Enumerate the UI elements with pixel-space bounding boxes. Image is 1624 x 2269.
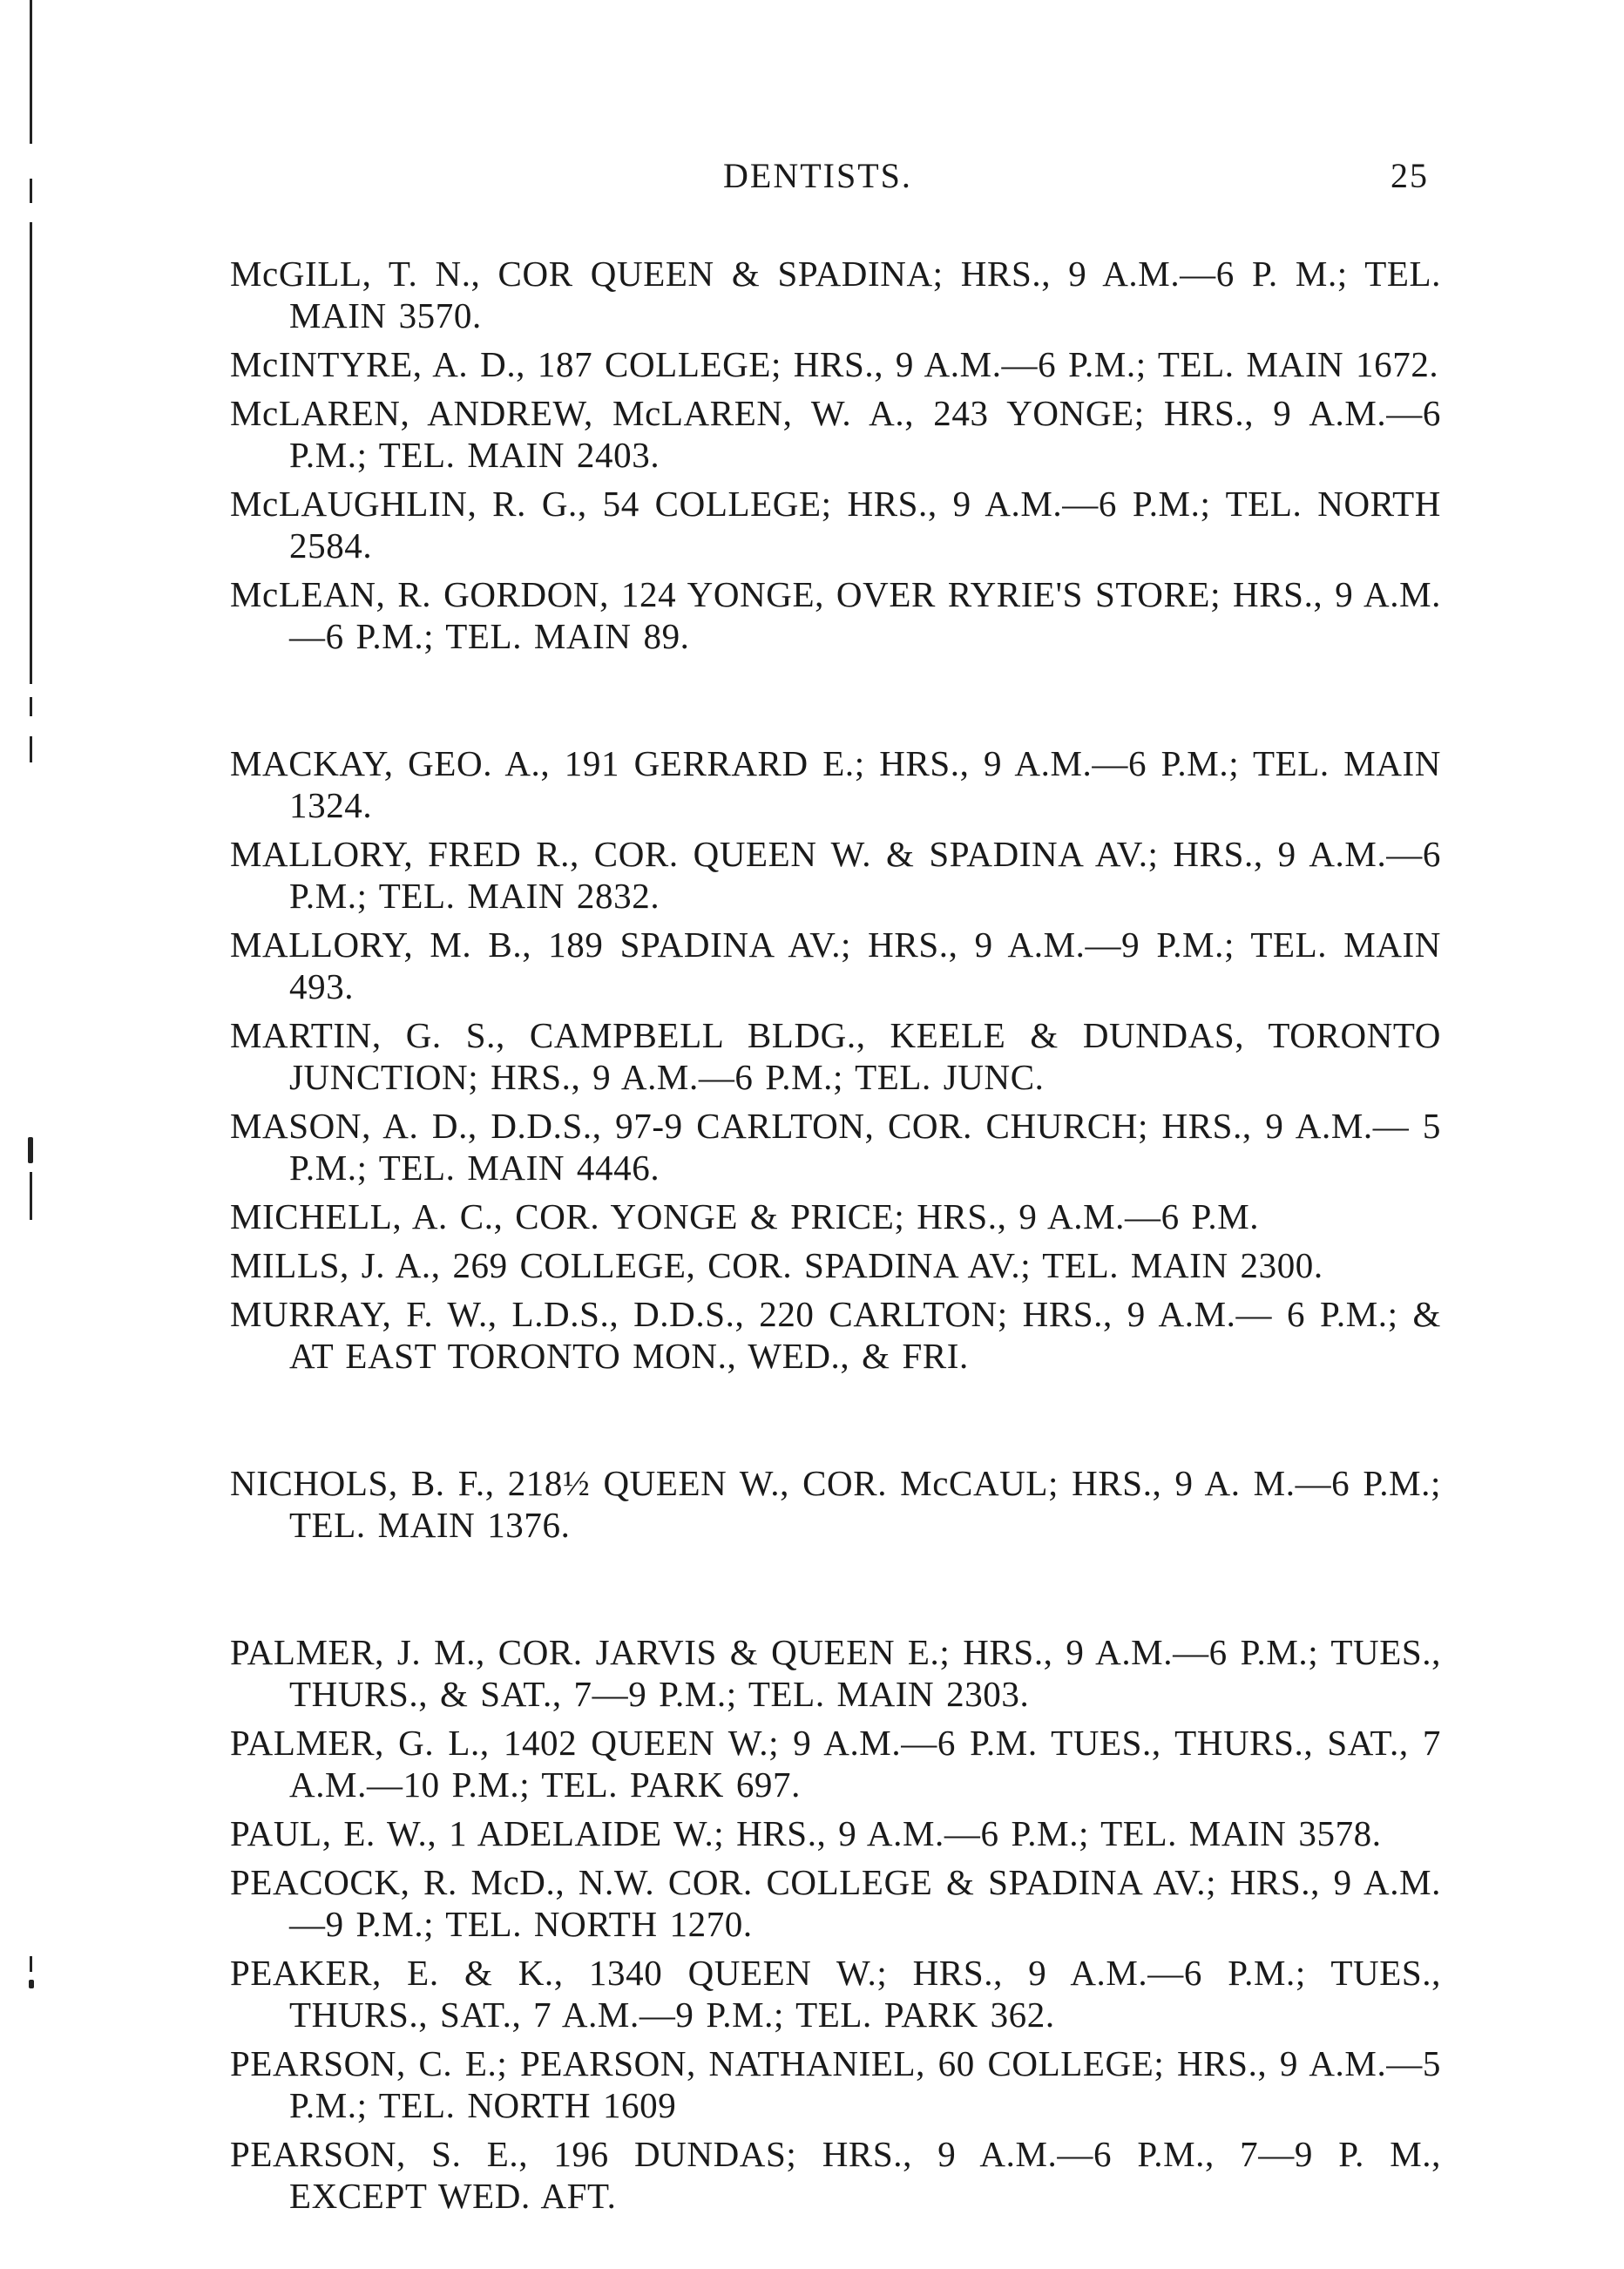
listing-entry: PALMER, G. L., 1402 QUEEN W.; 9 A.M.—6 P.M. TUES., THURS., SAT., 7 A.M.—10 P.M.; TEL. PARK 697.	[230, 1723, 1441, 1805]
listing-entry: McGILL, T. N., COR QUEEN & SPADINA; HRS., 9 A.M.—6 P. M.; TEL. MAIN 3570.	[230, 254, 1441, 335]
listing-group-m	[230, 742, 1441, 1377]
listing-entry: PAUL, E. W., 1 ADELAIDE W.; HRS., 9 A.M.—6 P.M.; TEL. MAIN 3578.	[230, 1813, 1382, 1853]
listing-entry: PEACOCK, R. McD., N.W. COR. COLLEGE & SPADINA AV.; HRS., 9 A.M.—9 P.M.; TEL. NORTH 1270.	[230, 1862, 1441, 1944]
listing-entry: McLAREN, ANDREW, McLAREN, W. A., 243 YONGE; HRS., 9 A.M.—6 P.M.; TEL. MAIN 2403.	[230, 393, 1441, 475]
listing-entry: MARTIN, G. S., CAMPBELL BLDG., KEELE & DUNDAS, TORONTO JUNCTION; HRS., 9 A.M.—6 P.M.; TEL. JUNC.	[230, 1015, 1441, 1097]
listing-entry: MASON, A. D., D.D.S., 97-9 CARLTON, COR. CHURCH; HRS., 9 A.M.— 5 P.M.; TEL. MAIN 4446.	[230, 1106, 1441, 1188]
listing-entry: MICHELL, A. C., COR. YONGE & PRICE; HRS., 9 A.M.—6 P.M.	[230, 1196, 1260, 1236]
listing-entry: McLAUGHLIN, R. G., 54 COLLEGE; HRS., 9 A.M.—6 P.M.; TEL. NORTH 2584.	[230, 484, 1441, 566]
dentist-listings	[230, 253, 1441, 2224]
page-number: 25	[1391, 156, 1429, 195]
binding-edge-mark	[30, 179, 32, 203]
binding-edge-dot	[29, 1980, 34, 1988]
binding-edge-mark	[30, 697, 32, 716]
listing-entry: MURRAY, F. W., L.D.S., D.D.S., 220 CARLTON; HRS., 9 A.M.— 6 P.M.; & AT EAST TORONTO MON., WED., & FRI.	[230, 1294, 1441, 1376]
binding-edge-dot	[28, 1137, 33, 1163]
binding-edge-mark	[30, 222, 32, 684]
running-title: DENTISTS.	[723, 156, 912, 195]
listing-group-p	[230, 1631, 1441, 2217]
listing-entry: PEARSON, C. E.; PEARSON, NATHANIEL, 60 COLLEGE; HRS., 9 A.M.—5 P.M.; TEL. NORTH 1609	[230, 2043, 1441, 2125]
binding-edge-mark	[30, 1172, 32, 1220]
listing-entry: McLEAN, R. GORDON, 124 YONGE, OVER RYRIE'S STORE; HRS., 9 A.M.—6 P.M.; TEL. MAIN 89.	[230, 574, 1441, 656]
binding-edge-mark	[30, 0, 32, 144]
listing-entry: McINTYRE, A. D., 187 COLLEGE; HRS., 9 A.M.—6 P.M.; TEL. MAIN 1672.	[230, 344, 1439, 384]
binding-edge-mark	[30, 736, 32, 762]
listing-group-n	[230, 1462, 1441, 1546]
listing-entry: PEARSON, S. E., 196 DUNDAS; HRS., 9 A.M.—6 P.M., 7—9 P. M., EXCEPT WED. AFT.	[230, 2134, 1441, 2216]
running-head	[235, 155, 1429, 199]
listing-entry: MACKAY, GEO. A., 191 GERRARD E.; HRS., 9 A.M.—6 P.M.; TEL. MAIN 1324.	[230, 743, 1441, 825]
listing-entry: PALMER, J. M., COR. JARVIS & QUEEN E.; HRS., 9 A.M.—6 P.M.; TUES., THURS., & SAT., 7—9 P.M.; TEL. MAIN 2303.	[230, 1632, 1441, 1714]
binding-edge-mark	[30, 1956, 32, 1972]
listing-group-mc	[230, 253, 1441, 657]
listing-entry: PEAKER, E. & K., 1340 QUEEN W.; HRS., 9 A.M.—6 P.M.; TUES., THURS., SAT., 7 A.M.—9 P.M.; TEL. PARK 362.	[230, 1953, 1441, 2035]
listing-entry: MALLORY, FRED R., COR. QUEEN W. & SPADINA AV.; HRS., 9 A.M.—6 P.M.; TEL. MAIN 2832.	[230, 834, 1441, 916]
listing-entry: MILLS, J. A., 269 COLLEGE, COR. SPADINA AV.; TEL. MAIN 2300.	[230, 1245, 1323, 1285]
listing-entry: MALLORY, M. B., 189 SPADINA AV.; HRS., 9 A.M.—9 P.M.; TEL. MAIN 493.	[230, 925, 1441, 1006]
listing-entry: NICHOLS, B. F., 218½ QUEEN W., COR. McCAUL; HRS., 9 A. M.—6 P.M.; TEL. MAIN 1376.	[230, 1463, 1441, 1545]
